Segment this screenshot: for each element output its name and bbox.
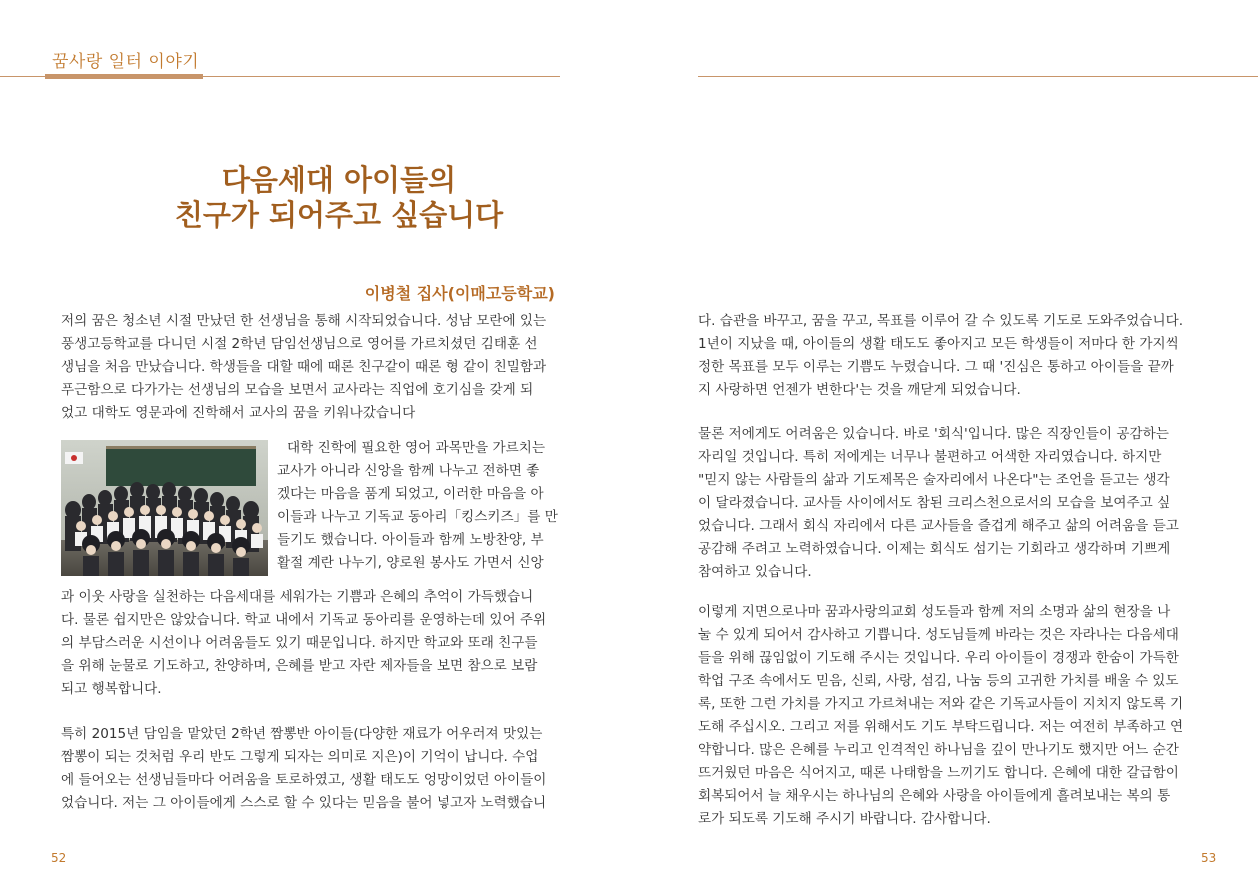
text-line: 대학 진학에 필요한 영어 과목만을 가르치는 [287,440,545,456]
text-line: 었고 대학도 영문과에 진학해서 교사의 꿈을 키워나갔습니다 [61,405,416,421]
text-line: 이들과 나누고 기독교 동아리「킹스키즈」를 만 [277,509,558,525]
text-line: 과 이웃 사랑을 실천하는 다음세대를 세워가는 기쁨과 은혜의 추억이 가득했습니 [61,589,534,605]
text-line: 참여하고 있습니다. [698,564,812,580]
text-line: 되고 행복합니다. [61,681,162,697]
text-line: 자리일 것입니다. 특히 저에게는 너무나 불편하고 어색한 자리였습니다. 하지만 [698,449,1162,465]
text-line: 1년이 지났을 때, 아이들의 생활 태도도 좋아지고 모든 학생들이 저마다 한 가지씩 [698,336,1179,352]
text-line: 교사가 아니라 신앙을 함께 나누고 전하면 좋 [277,463,540,479]
series-title: 꿈사랑 일터 이야기 [52,52,200,72]
text-line: 들을 위해 끊임없이 기도해 주시는 것입니다. 우리 아이들이 경쟁과 한숨이 가득한 [698,650,1179,666]
text-line: 물론 저에게도 어려움은 있습니다. 바로 '회식'입니다. 많은 직장인들이 공감하는 [698,426,1169,442]
text-line: 로가 되도록 기도해 주시기 바랍니다. 감사합니다. [698,811,991,827]
text-line: 생님을 처음 만났습니다. 학생들을 대할 때에 때론 친구같이 때론 형 같이 친밀함과 [61,359,547,375]
text-line: 의 부담스러운 시선이나 어려움들도 있기 때문입니다. 하지만 학교와 또래 친구들 [61,635,538,651]
author-byline: 이병철 집사(이매고등학교) [364,284,555,303]
text-line: 록, 또한 그런 가치를 가지고 가르쳐내는 저와 같은 기독교사들이 지치지 않도록 기 [698,696,1184,712]
text-line: 눌 수 있게 되어서 감사하고 기쁩니다. 성도님들께 바라는 것은 자라나는 다음세대 [698,627,1179,643]
article-title-line1: 다음세대 아이들의 [221,163,457,197]
text-line: 활절 계란 나누기, 양로원 봉사도 가면서 신앙 [277,555,544,571]
article-title-line2: 친구가 되어주고 싶습니다 [174,198,504,232]
text-line: 지 사랑하면 언젠가 변한다'는 것을 깨닫게 되었습니다. [698,382,1021,398]
text-line: 었습니다. 그래서 회식 자리에서 다른 교사들을 즐겁게 해주고 삶의 어려움을 듣고 [698,518,1179,534]
text-line: 약합니다. 많은 은혜를 누리고 인격적인 하나님을 깊이 만나기도 했지만 어느 순간 [698,742,1179,758]
text-line: 짬뽕이 되는 것처럼 우리 반도 그렇게 되자는 의미로 지은)이 기억이 납니다. 수업 [61,749,539,765]
text-line: 다. 물론 쉽지만은 않았습니다. 학교 내에서 기독교 동아리를 운영하는데 있어 주위 [61,612,547,628]
text-line: 겠다는 마음을 품게 되었고, 이러한 마음을 아 [277,486,544,502]
text-line: 풍생고등학교를 다니던 시절 2학년 담임선생님으로 영어를 가르치셨던 김태훈 선 [61,336,538,352]
header-rule-accent [45,74,203,79]
text-line: 저의 꿈은 청소년 시절 만났던 한 선생님을 통해 시작되었습니다. 성남 모란에 있는 [61,313,547,329]
text-line: 회복되어서 늘 채우시는 하나님의 은혜와 사랑을 아이들에게 흘려보내는 복의 통 [698,788,1171,804]
text-line: 을 위해 눈물로 기도하고, 찬양하며, 은혜를 받고 자란 제자들을 보면 참으로 보람 [61,658,538,674]
text-line: 공감해 주려고 노력하였습니다. 이제는 회식도 섬기는 기회라고 생각하며 기쁘게 [698,541,1171,557]
text-line: 었습니다. 저는 그 아이들에게 스스로 할 수 있다는 믿음을 불어 넣고자 노력했습니 [61,795,547,811]
text-line: 이렇게 지면으로나마 꿈과사랑의교회 성도들과 함께 저의 소명과 삶의 현장을 나 [698,604,1171,620]
text-line: 들기도 했습니다. 아이들과 함께 노방찬양, 부 [277,532,544,548]
text-line: 이 달라졌습니다. 교사들 사이에서도 참된 크리스천으로서의 모습을 보여주고 싶 [698,495,1171,511]
text-line: 학업 구조 속에서도 믿음, 신뢰, 사랑, 섬김, 나눔 등의 고귀한 가치를 배울 수 있도 [698,673,1179,689]
text-line: 푸근함으로 다가가는 선생님의 모습을 보면서 교사라는 직업에 호기심을 갖게 되 [61,382,534,398]
text-line: 다. 습관을 바꾸고, 꿈을 꾸고, 목표를 이루어 갈 수 있도록 기도로 도와주었습니다. [698,313,1184,329]
page-number-right: 53 [1201,851,1217,865]
text-line: 도해 주십시오. 그리고 저를 위해서도 기도 부탁드립니다. 저는 여전히 부족하고 연 [698,719,1184,735]
header-rule-right [698,76,1258,77]
text-line: 특히 2015년 담임을 맡았던 2학년 짬뽕반 아이들(다양한 재료가 어우러져 맛있는 [61,726,543,742]
text-line: 정한 목표를 모두 이루는 기쁨도 누렸습니다. 그 때 '진심은 통하고 아이들을 끝까 [698,359,1174,375]
text-line: 에 들어오는 선생님들마다 어려움을 토로하였고, 생활 태도도 엉망이었던 아이들이 [61,772,547,788]
text-line: 뜨거웠던 마음은 식어지고, 때론 나태함을 느끼기도 합니다. 은혜에 대한 갈급함이 [698,765,1179,781]
class-photo [61,440,268,576]
text-line: "믿지 않는 사람들의 삶과 기도제목은 술자리에서 나온다"는 조언을 듣고는 생각 [698,472,1170,488]
page-number-left: 52 [51,851,67,865]
